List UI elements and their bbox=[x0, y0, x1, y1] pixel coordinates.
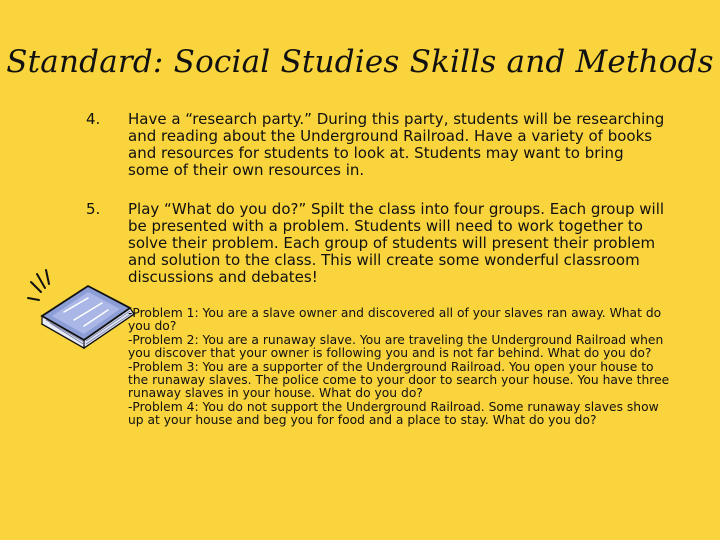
problem-list bbox=[128, 307, 673, 428]
problem-item: -Problem 4: You do not support the Underground Railroad. Some runaway slaves show up at your house and beg you for food and a place to stay. What do you do? bbox=[128, 399, 659, 428]
motion-lines-icon bbox=[28, 270, 49, 300]
item-text: Play “What do you do?” Spilt the class into four groups. Each group will be presented with a problem. Students will need to work together to solve their problem. Each group of students will present their problem and solution to the class. This will create some wonderful classroom discussions and debates! bbox=[128, 200, 665, 286]
problem-item: -Problem 1: You are a slave owner and discovered all of your slaves ran away. What do you do? bbox=[128, 306, 662, 334]
item-number: 4. bbox=[86, 110, 101, 128]
problem-item: -Problem 3: You are a supporter of the Underground Railroad. You open your house to the runaway slaves. The police come to your door to search your house. You have three runaway slaves in your house. What do you do? bbox=[128, 359, 670, 401]
slide-title: Standard: Social Studies Skills and Methods bbox=[6, 44, 714, 80]
problem-item: -Problem 2: You are a runaway slave. You are traveling the Underground Railroad when you discover that your owner is following you and is not far behind. What do you do? bbox=[128, 332, 664, 361]
book-clipart-icon bbox=[26, 268, 138, 350]
item-number: 5. bbox=[86, 200, 101, 218]
item-text: Have a “research party.” During this party, students will be researching and reading about the Underground Railroad. Have a variety of books and resources for students to look at. Students may want to bring some of their own resources in. bbox=[128, 110, 665, 179]
